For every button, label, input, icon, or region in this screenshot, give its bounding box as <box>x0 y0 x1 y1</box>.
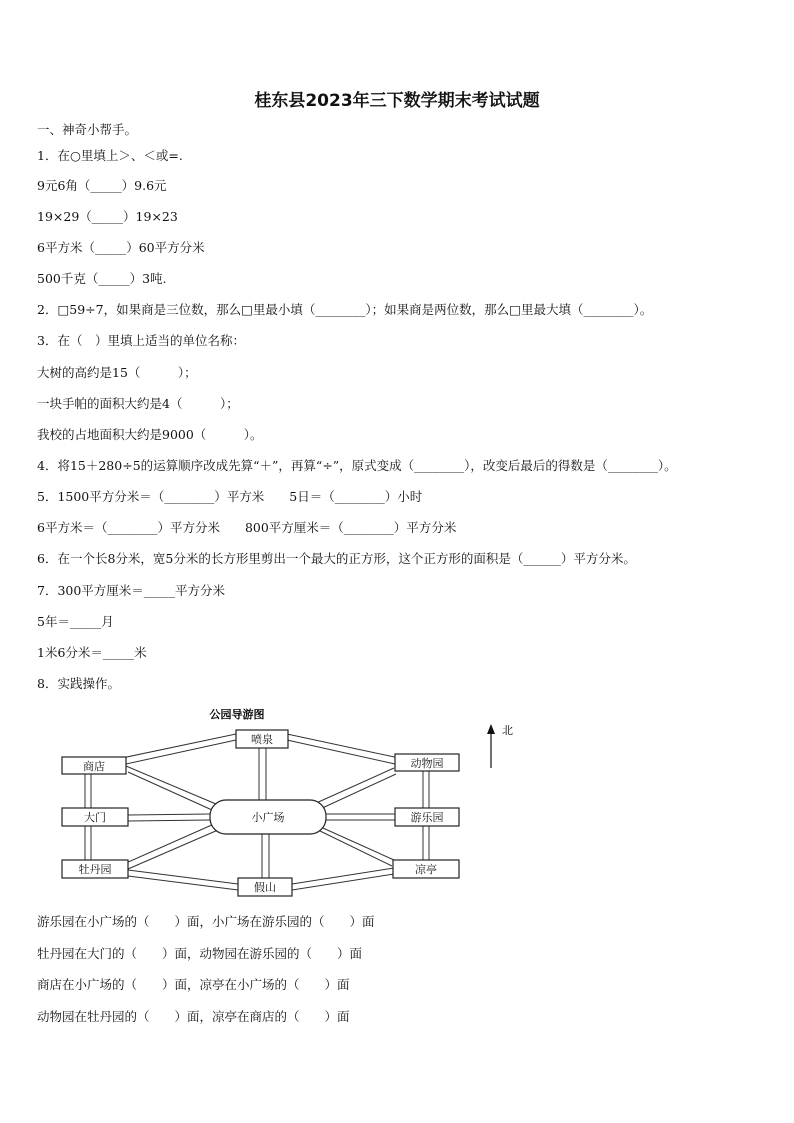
section-heading: 一、神奇小帮手。 <box>37 122 138 137</box>
map-label-mudanyuan: 牡丹园 <box>78 863 112 876</box>
question-7-item: 7．300平方厘米＝_____平方分米 <box>37 583 226 598</box>
question-8-item: 游乐园在小广场的（ ）面，小广场在游乐园的（ ）面 <box>37 914 375 929</box>
question-8-item: 商店在小广场的（ ）面，凉亭在小广场的（ ）面 <box>37 977 350 992</box>
question-8-head: 8．实践操作。 <box>37 676 120 691</box>
question-5-line: 6平方米＝（________）平方分米 800平方厘米＝（________）平方分米 <box>37 520 457 535</box>
north-arrow-icon <box>487 724 495 768</box>
question-1-head: 1．在○里填上＞、＜或=. <box>37 148 183 163</box>
map-label-damen: 大门 <box>84 811 106 824</box>
question-3-item: 我校的占地面积大约是9000（ ）。 <box>37 427 263 442</box>
question-1-item: 500千克（_____）3吨. <box>37 271 167 286</box>
question-6: 6．在一个长8分米，宽5分米的长方形里剪出一个最大的正方形，这个正方形的面积是（______）平方分米。 <box>37 551 636 566</box>
question-1-item: 9元6角（_____）9.6元 <box>37 178 167 193</box>
question-8-item: 牡丹园在大门的（ ）面，动物园在游乐园的（ ）面 <box>37 946 363 961</box>
map-label-shangdian: 商店 <box>83 760 105 773</box>
question-4: 4．将15＋280÷5的运算顺序改成先算“＋”，再算“÷”，原式变成（________），改变后最后的得数是（________）。 <box>37 458 677 473</box>
question-3-item: 一块手帕的面积大约是4（ ）； <box>37 396 239 411</box>
map-label-liangting: 凉亭 <box>415 863 437 876</box>
map-label-youleyuan: 游乐园 <box>410 811 444 824</box>
question-1-item: 19×29（_____）19×23 <box>37 209 178 224</box>
question-8-item: 动物园在牡丹园的（ ）面，凉亭在商店的（ ）面 <box>37 1009 350 1024</box>
question-3-head: 3．在（ ）里填上适当的单位名称： <box>37 333 245 348</box>
question-7-item: 5年＝_____月 <box>37 614 114 629</box>
page-title: 桂东县2023年三下数学期末考试试题 <box>254 91 540 111</box>
question-2: 2．□59÷7，如果商是三位数，那么□里最小填（________）；如果商是两位数，那么□里最大填（________）。 <box>37 302 653 317</box>
map-title: 公园导游图 <box>209 708 265 721</box>
question-1-item: 6平方米（_____）60平方分米 <box>37 240 205 255</box>
question-7-item: 1米6分米＝_____米 <box>37 645 147 660</box>
map-label-xiaoguangchang: 小广场 <box>251 811 285 824</box>
north-label: 北 <box>502 724 513 737</box>
park-map <box>50 700 513 900</box>
map-label-penquan: 喷泉 <box>251 733 273 746</box>
question-5-line: 5．1500平方分米＝（________）平方米 5日＝（________）小时 <box>37 489 423 504</box>
map-label-dongwuyuan: 动物园 <box>410 757 444 770</box>
question-3-item: 大树的高约是15（ ）； <box>37 365 197 380</box>
map-label-jiashan: 假山 <box>254 881 276 894</box>
